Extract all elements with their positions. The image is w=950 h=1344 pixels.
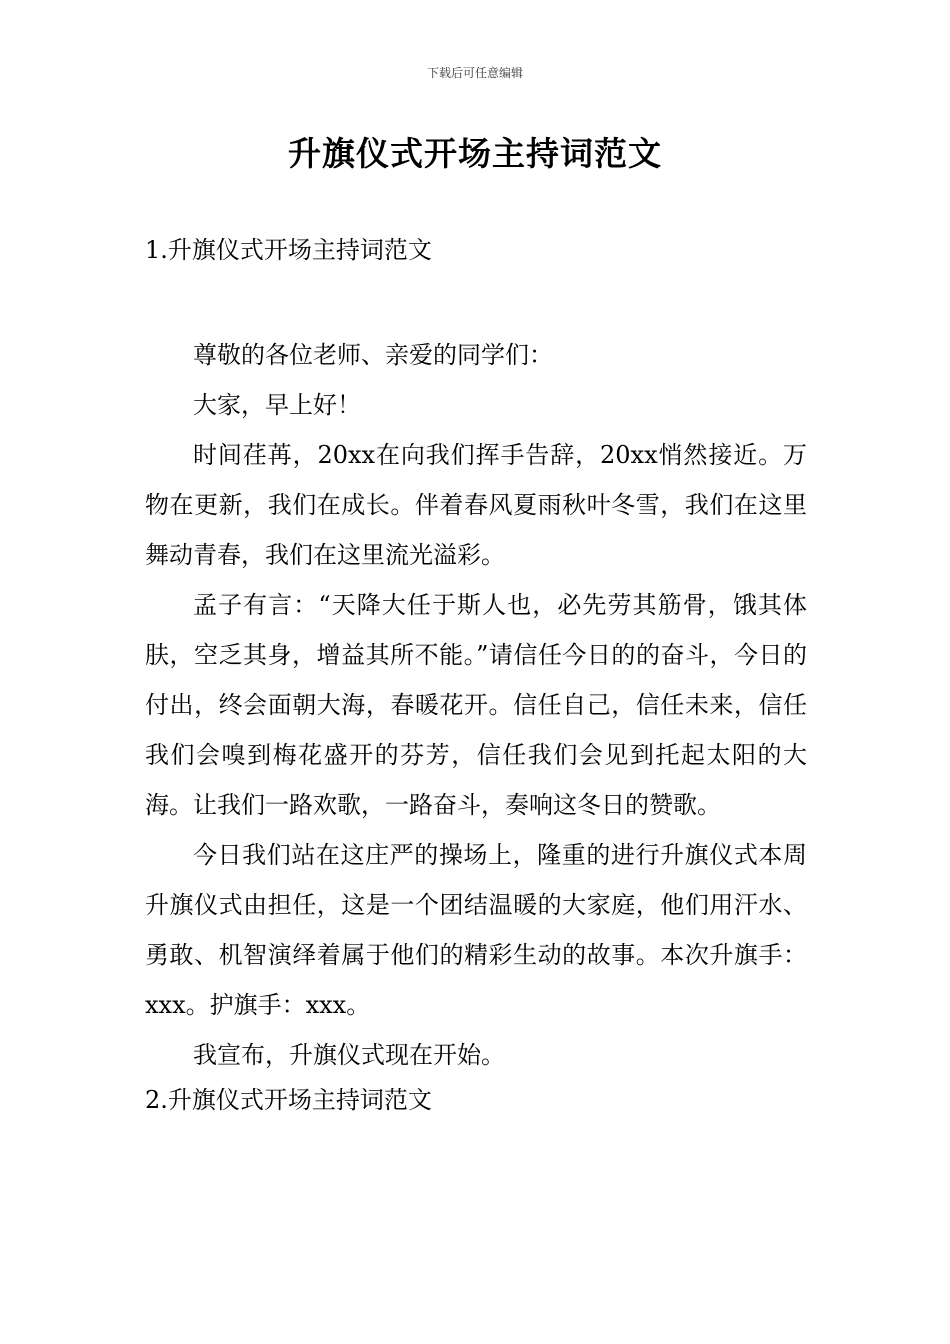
body-paragraph-announcement: 我宣布，升旗仪式现在开始。	[193, 1041, 505, 1069]
section-2-heading: 2.升旗仪式开场主持词范文	[145, 1086, 432, 1114]
document-body	[145, 230, 807, 1120]
body-paragraph-ceremony: 今日我们站在这庄严的操场上，隆重的进行升旗仪式本周升旗仪式由担任，这是一个团结温暖的大家庭，他们用汗水、勇敢、机智演绎着属于他们的精彩生动的故事。本次升旗手：xxx。护旗手：xxx。	[145, 841, 807, 1019]
salutation-paragraph: 尊敬的各位老师、亲爱的同学们：	[193, 341, 553, 369]
body-paragraph-time: 时间荏苒，20xx在向我们挥手告辞，20xx悄然接近。万物在更新，我们在成长。伴着春风夏雨秋叶冬雪，我们在这里舞动青春，我们在这里流光溢彩。	[145, 441, 807, 569]
section-1-heading: 1.升旗仪式开场主持词范文	[145, 236, 432, 264]
document-title: 升旗仪式开场主持词范文	[288, 134, 662, 173]
header-note: 下载后可任意编辑	[426, 66, 523, 80]
greeting-paragraph: 大家，早上好！	[193, 391, 361, 419]
body-paragraph-mencius: 孟子有言：“天降大任于斯人也，必先劳其筋骨，饿其体肤，空乏其身，增益其所不能。”请信任今日的的奋斗，今日的付出，终会面朝大海，春暖花开。信任自己，信任未来，信任我们会嗅到梅花盛开的芬芳，信任我们会见到托起太阳的大海。让我们一路欢歌，一路奋斗，奏响这冬日的赞歌。	[145, 591, 807, 819]
